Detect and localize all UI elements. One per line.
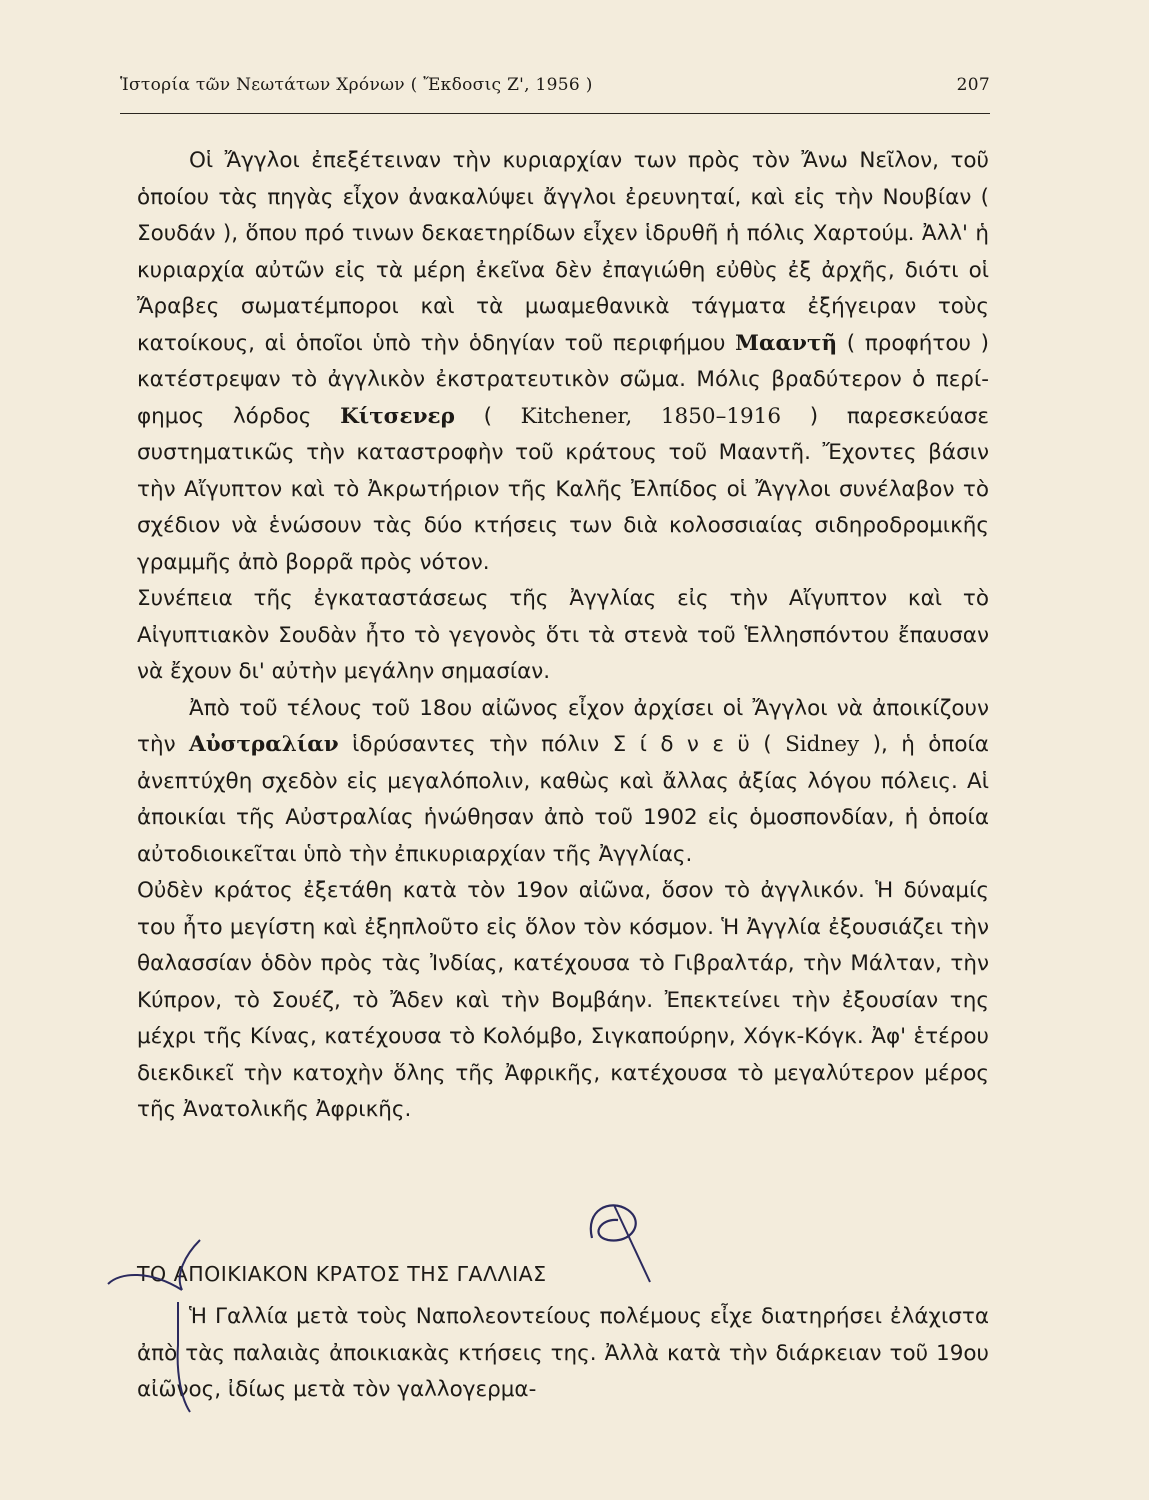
- text-run: ἱδρύσαντες τὴν πόλιν Σ ί δ ν ε ϋ (: [338, 732, 786, 757]
- text-run: Οὐδὲν κράτος ἐξετάθη κατὰ τὸν 19ον αἰῶνα, ὅσον τὸ ἀγγλικόν. Ἡ δύναμίς του ἦτο μεγίστη καὶ ἐξηπλοῦτο εἰς ὅλον τὸν κόσμον. Ἡ Ἀγγλία ἐξουσιάζει τὴν θαλασσίαν ὁδὸν πρὸς τὰς Ἰνδίας, κατέχουσα τὸ Γιβραλτάρ, τὴν Μάλταν, τὴν Κύπρον, τὸ Σουέζ, τὸ Ἄδεν καὶ τὴν Βομβάην. Ἐπεκτείνει τὴν ἐξουσίαν της μέχρι τῆς Κίνας, κατέχουσα τὸ Κολόμβο, Σιγκαπούρην, Χόγκ-Κόγκ. Ἀφ' ἑτέρου διεκδικεῖ τὴν κατοχὴν ὅλης τῆς Ἀφρικῆς, κατέχουσα τὸ μεγαλύτερον μέρος τῆς Ἀνατολικῆς Ἀφρικῆς.: [137, 878, 989, 1122]
- header-rule: [120, 113, 990, 114]
- page-number: 207: [956, 75, 990, 95]
- bold-term: Κίτσενερ: [340, 403, 455, 429]
- text-run: ) παρεσκεύασε συστηματικῶς τὴν καταστροφὴν τοῦ κράτους τοῦ Μααντῆ. Ἔχοντες βάσιν τὴν Αἴγυπτον καὶ τὸ Ἀκρωτήριον τῆς Καλῆς Ἐλπίδος οἱ Ἄγγλοι συνέλαβον τὸ σχέδιον νὰ ἑνώσουν τὰς δύο κτήσεις των διὰ κολοσσιαίας σιδηροδρομικῆς γραμμῆς ἀπὸ βορρᾶ πρὸς νότον.: [137, 403, 989, 575]
- running-head: [120, 75, 990, 105]
- text-run: (: [454, 403, 521, 429]
- text-run: ), ἡ ὁποία ἀνεπτύχθη σχεδὸν εἰς μεγαλόπολιν, καθὼς καὶ ἄλλας ἀξίας λόγου πόλεις. Αἱ ἀποικίαι τῆς Αὐστραλίας ἡνώθησαν ἀπὸ τοῦ 1902 εἰς ὁμοσπονδίαν, ἡ ὁποία αὐτοδιοικεῖται ὑπὸ τὴν ἐπικυριαρχίαν τῆς Ἀγγλίας.: [137, 732, 989, 867]
- latin-text: Kitchener, 1850–1916: [520, 403, 782, 429]
- main-text: [137, 143, 989, 1129]
- paragraph: [137, 581, 989, 691]
- section-paragraph: Ἡ Γαλλία μετὰ τοὺς Ναπολεοντείους πολέμους εἶχε διατηρήσει ἐλάχιστα ἀπὸ τὰς παλαιὰς ἀποικιακὰς κτήσεις της. Ἀλλὰ κατὰ τὴν διάρκειαν τοῦ 19ου αἰῶνος, ἰδίως μετὰ τὸν γαλλογερμα-: [137, 1304, 989, 1402]
- section-heading: ΤΟ ΑΠΟΙΚΙΑΚΟΝ ΚΡΑΤΟΣ ΤΗΣ ΓΑΛΛΙΑΣ: [137, 1262, 547, 1286]
- text-run: Συνέπεια τῆς ἐγκαταστάσεως τῆς Ἀγγλίας εἰς τὴν Αἴγυπτον καὶ τὸ Αἰγυπτιακὸν Σουδὰν ἦτο τὸ γεγονὸς ὅτι τὰ στενὰ τοῦ Ἑλλησπόντου ἔπαυσαν νὰ ἔχουν δι' αὐτὴν μεγάλην σημασίαν.: [137, 586, 989, 684]
- text-run: Οἱ Ἄγγλοι ἐπεξέτειναν τὴν κυριαρχίαν των πρὸς τὸν Ἄνω Νεῖλον, τοῦ ὁποίου τὰς πηγὰς εἶχον ἀνακαλύψει ἄγγλοι ἐρευνηταί, καὶ εἰς τὴν Νουβίαν ( Σουδάν ), ὅπου πρό τινων δεκαετηρίδων εἶχεν ἱδρυθῆ ἡ πόλις Χαρτούμ. Ἀλλ' ἡ κυριαρχία αὐτῶν εἰς τὰ μέρη ἐκεῖνα δὲν ἐπαγιώθη εὐθὺς ἐξ ἀρχῆς, διότι οἱ Ἄραβες σωματέμποροι καὶ τὰ μωαμεθανικὰ τάγματα ἐξήγειραν τοὺς κατοίκους, αἱ ὁποῖοι ὑπὸ τὴν ὁδηγίαν τοῦ περιφήμου: [137, 148, 989, 356]
- paragraph: [137, 873, 989, 1129]
- latin-text: Sidney: [785, 732, 860, 757]
- section-text: [137, 1299, 989, 1409]
- running-head-title: Ἱστορία τῶν Νεωτάτων Χρόνων ( Ἔκδοσις Ζ', 1956 ): [120, 75, 593, 95]
- text-run: ( προφήτου ) κατέστρεψαν τὸ ἀγγλικὸν ἐκστρατευτικὸν σῶμα. Μόλις βραδύτερον ὁ περίφημος λόρδος: [137, 330, 990, 429]
- paragraph: [137, 691, 989, 874]
- pen-loop-mark: [591, 1205, 636, 1240]
- pen-slash-mark: [614, 1205, 650, 1282]
- bold-term: Αὐστραλίαν: [189, 732, 339, 757]
- text-run: Ἀπὸ τοῦ τέλους τοῦ 18ου αἰῶνος εἶχον ἀρχίσει οἱ Ἄγγλοι νὰ ἀποικίζουν τὴν: [137, 695, 989, 757]
- bold-term: Μααντῆ: [735, 330, 838, 356]
- paragraph: [137, 143, 989, 581]
